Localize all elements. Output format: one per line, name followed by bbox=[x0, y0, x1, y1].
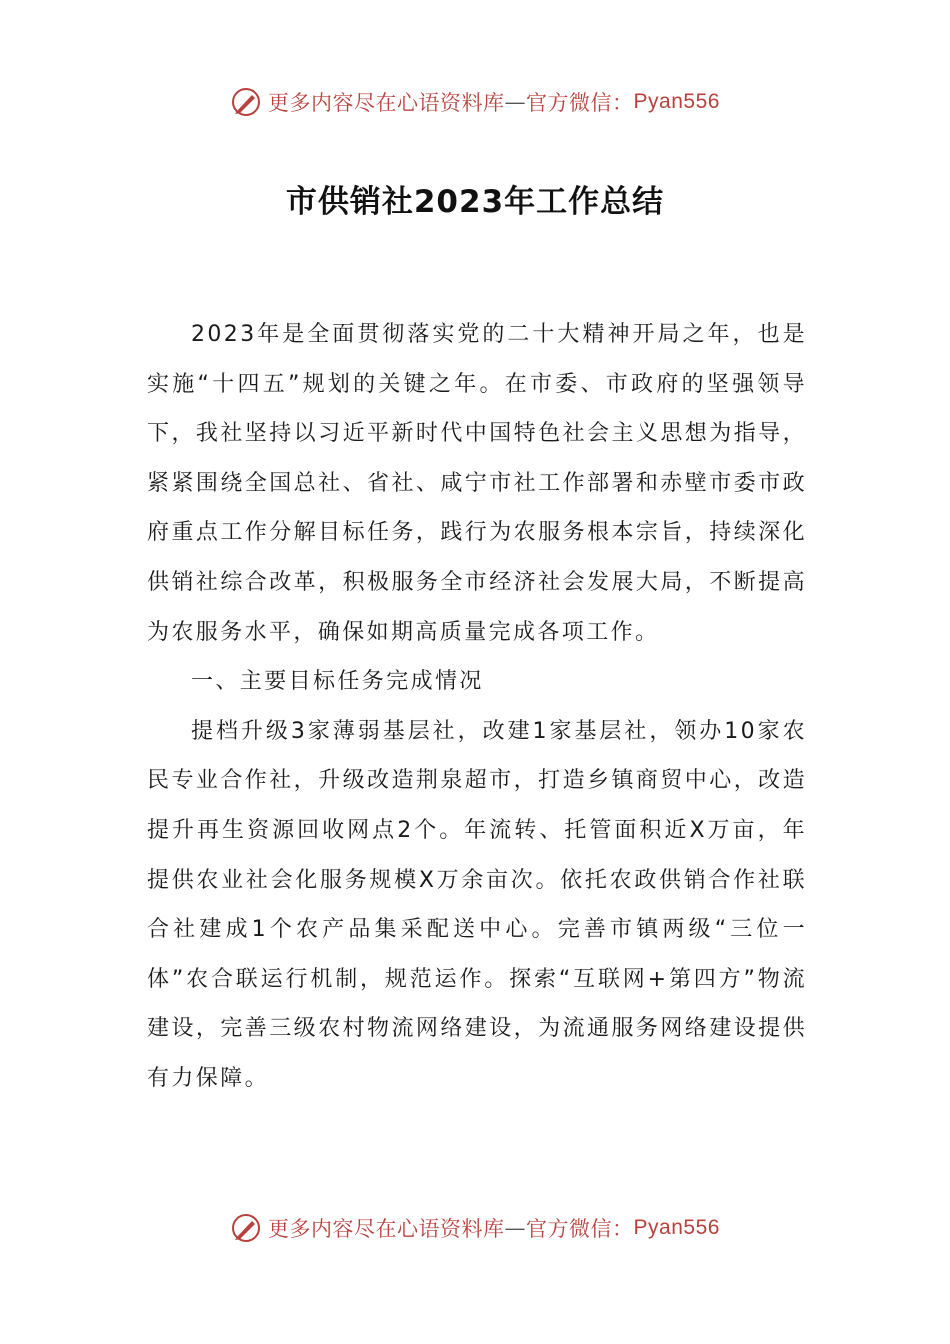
watermark-separator: — bbox=[504, 90, 527, 114]
document-body bbox=[147, 310, 807, 1104]
watermark-separator: — bbox=[504, 1216, 527, 1240]
watermark-brand: 更多内容尽在心语资料库 bbox=[268, 1217, 505, 1241]
watermark-header bbox=[0, 86, 950, 118]
watermark-wechat-label: 官方微信： bbox=[526, 91, 634, 115]
watermark-wechat-label: 官方微信： bbox=[526, 1217, 634, 1241]
document-title: 市供销社2023年工作总结 bbox=[285, 184, 665, 220]
watermark-footer bbox=[0, 1212, 950, 1244]
section-heading: 一、主要目标任务完成情况 bbox=[191, 669, 484, 695]
pen-logo-icon bbox=[230, 1212, 262, 1244]
pen-logo-icon bbox=[230, 86, 262, 118]
section-paragraph: 提档升级3家薄弱基层社，改建1家基层社，领办10家农民专业合作社，升级改造荆泉超市，打造乡镇商贸中心，改造提升再生资源回收网点2个。年流转、托管面积近X万亩，年提供农业社会化服务规模X万余亩次。依托农政供销合作社联合社建成1个农产品集采配送中心。完善市镇两级“三位一体”农合联运行机制，规范运作。探索“互联网+第四方”物流建设，完善三级农村物流网络建设，为流通服务网络建设提供有力保障。 bbox=[147, 718, 807, 1091]
watermark-brand: 更多内容尽在心语资料库 bbox=[268, 91, 505, 115]
watermark-wechat-id: Pyan556 bbox=[633, 90, 720, 113]
watermark-wechat-id: Pyan556 bbox=[633, 1216, 720, 1239]
intro-paragraph: 2023年是全面贯彻落实党的二十大精神开局之年，也是实施“十四五”规划的关键之年。在市委、市政府的坚强领导下，我社坚持以习近平新时代中国特色社会主义思想为指导，紧紧围绕全国总社、省社、咸宁市社工作部署和赤壁市委市政府重点工作分解目标任务，践行为农服务根本宗旨，持续深化供销社综合改革，积极服务全市经济社会发展大局，不断提高为农服务水平，确保如期高质量完成各项工作。 bbox=[147, 322, 807, 645]
